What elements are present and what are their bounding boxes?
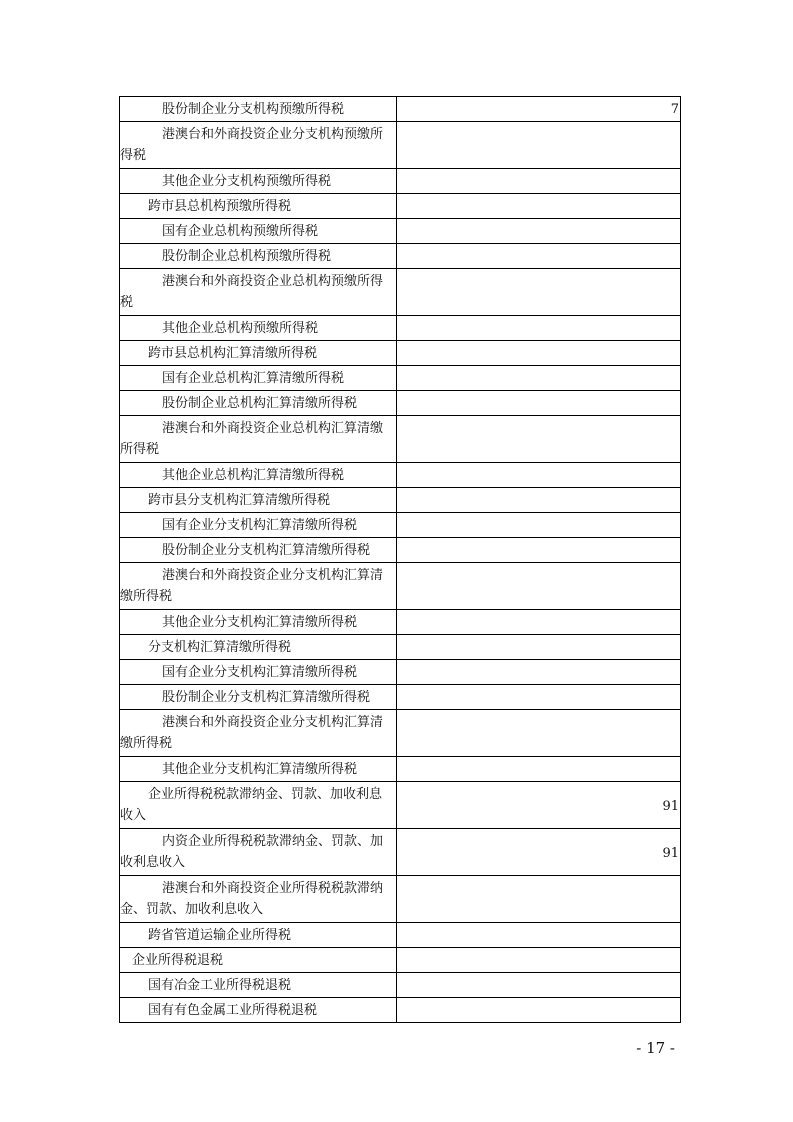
- item-value-cell: [397, 219, 681, 244]
- table-row: [120, 923, 681, 948]
- table-row: [120, 97, 681, 122]
- table-row: [120, 876, 681, 923]
- item-name-cell: 跨市县分支机构汇算清缴所得税: [120, 488, 397, 513]
- table-row: [120, 391, 681, 416]
- item-value-cell: [397, 194, 681, 219]
- item-name-cell: 港澳台和外商投资企业总机构汇算清缴所得税: [120, 416, 397, 463]
- item-name-cell: 股份制企业总机构汇算清缴所得税: [120, 391, 397, 416]
- item-value-cell: [397, 973, 681, 998]
- table-row: [120, 610, 681, 635]
- table-row: [120, 194, 681, 219]
- table-row: [120, 169, 681, 194]
- item-name-cell: 股份制企业总机构预缴所得税: [120, 244, 397, 269]
- item-value-cell: 7: [397, 97, 681, 122]
- table-row: [120, 757, 681, 782]
- item-name-cell: 其他企业总机构预缴所得税: [120, 316, 397, 341]
- item-value-cell: [397, 948, 681, 973]
- item-name-cell: 港澳台和外商投资企业总机构预缴所得税: [120, 269, 397, 316]
- table-row: [120, 973, 681, 998]
- table-row: [120, 341, 681, 366]
- item-name-cell: 分支机构汇算清缴所得税: [120, 635, 397, 660]
- table-row: [120, 710, 681, 757]
- item-name-cell: 其他企业分支机构汇算清缴所得税: [120, 610, 397, 635]
- table-row: [120, 563, 681, 610]
- budget-table: [119, 96, 681, 1023]
- item-name-cell: 跨省管道运输企业所得税: [120, 923, 397, 948]
- table-row: [120, 416, 681, 463]
- item-name-cell: 国有企业总机构汇算清缴所得税: [120, 366, 397, 391]
- table-row: [120, 948, 681, 973]
- item-value-cell: [397, 660, 681, 685]
- item-name-cell: 跨市县总机构汇算清缴所得税: [120, 341, 397, 366]
- item-value-cell: [397, 316, 681, 341]
- item-name-cell: 港澳台和外商投资企业分支机构预缴所得税: [120, 122, 397, 169]
- item-value-cell: [397, 876, 681, 923]
- table-row: [120, 513, 681, 538]
- table-row: [120, 122, 681, 169]
- item-name-cell: 跨市县总机构预缴所得税: [120, 194, 397, 219]
- item-value-cell: [397, 685, 681, 710]
- item-value-cell: [397, 923, 681, 948]
- item-value-cell: [397, 463, 681, 488]
- item-name-cell: 国有企业分支机构汇算清缴所得税: [120, 513, 397, 538]
- item-value-cell: [397, 710, 681, 757]
- item-value-cell: [397, 391, 681, 416]
- item-name-cell: 股份制企业分支机构汇算清缴所得税: [120, 538, 397, 563]
- table-row: [120, 829, 681, 876]
- item-value-cell: 91: [397, 829, 681, 876]
- item-value-cell: [397, 998, 681, 1023]
- item-name-cell: 港澳台和外商投资企业分支机构汇算清缴所得税: [120, 563, 397, 610]
- table-row: [120, 488, 681, 513]
- table-row: [120, 219, 681, 244]
- item-name-cell: 其他企业分支机构汇算清缴所得税: [120, 757, 397, 782]
- item-value-cell: [397, 488, 681, 513]
- table-row: [120, 998, 681, 1023]
- budget-table-body: [120, 97, 681, 1023]
- table-row: [120, 782, 681, 829]
- item-value-cell: [397, 341, 681, 366]
- item-value-cell: [397, 513, 681, 538]
- table-row: [120, 316, 681, 341]
- item-value-cell: [397, 757, 681, 782]
- item-name-cell: 国有冶金工业所得税退税: [120, 973, 397, 998]
- table-row: [120, 538, 681, 563]
- table-row: [120, 660, 681, 685]
- item-name-cell: 企业所得税税款滞纳金、罚款、加收利息收入: [120, 782, 397, 829]
- item-value-cell: [397, 635, 681, 660]
- item-name-cell: 内资企业所得税税款滞纳金、罚款、加收利息收入: [120, 829, 397, 876]
- table-row: [120, 244, 681, 269]
- item-value-cell: [397, 269, 681, 316]
- item-value-cell: [397, 538, 681, 563]
- item-value-cell: [397, 610, 681, 635]
- item-name-cell: 股份制企业分支机构预缴所得税: [120, 97, 397, 122]
- table-row: [120, 269, 681, 316]
- item-name-cell: 股份制企业分支机构汇算清缴所得税: [120, 685, 397, 710]
- table-row: [120, 685, 681, 710]
- item-name-cell: 企业所得税退税: [120, 948, 397, 973]
- item-name-cell: 其他企业总机构汇算清缴所得税: [120, 463, 397, 488]
- page-number: - 17 -: [636, 1039, 675, 1057]
- table-row: [120, 635, 681, 660]
- item-value-cell: [397, 366, 681, 391]
- item-name-cell: 国有有色金属工业所得税退税: [120, 998, 397, 1023]
- item-value-cell: 91: [397, 782, 681, 829]
- item-value-cell: [397, 563, 681, 610]
- item-name-cell: 其他企业分支机构预缴所得税: [120, 169, 397, 194]
- table-row: [120, 366, 681, 391]
- item-value-cell: [397, 169, 681, 194]
- table-row: [120, 463, 681, 488]
- item-value-cell: [397, 244, 681, 269]
- item-name-cell: 港澳台和外商投资企业所得税税款滞纳金、罚款、加收利息收入: [120, 876, 397, 923]
- item-name-cell: 港澳台和外商投资企业分支机构汇算清缴所得税: [120, 710, 397, 757]
- item-value-cell: [397, 416, 681, 463]
- item-name-cell: 国有企业总机构预缴所得税: [120, 219, 397, 244]
- item-value-cell: [397, 122, 681, 169]
- item-name-cell: 国有企业分支机构汇算清缴所得税: [120, 660, 397, 685]
